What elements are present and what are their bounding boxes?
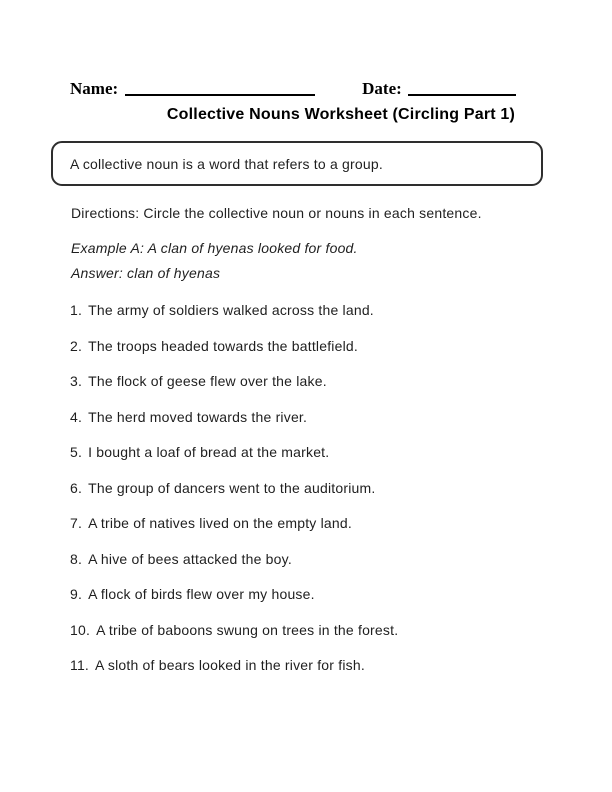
sentence-text: A sloth of bears looked in the river for fish.: [95, 657, 365, 673]
answer-line: Answer: clan of hyenas: [71, 265, 221, 281]
sentence-number: 7.: [70, 515, 83, 531]
date-blank-line: [408, 80, 516, 96]
sentence-text: The herd moved towards the river.: [88, 408, 308, 425]
sentence-row: [70, 336, 592, 372]
sentence-row: [70, 513, 592, 549]
sentence-number: 2.: [70, 337, 83, 354]
sentence-row: [70, 655, 592, 691]
sentence-number: 9.: [70, 586, 83, 602]
sentence-text: A flock of birds flew over my house.: [88, 586, 315, 602]
example-line: Example A: A clan of hyenas looked for food.: [71, 240, 358, 256]
sentence-text: The group of dancers went to the auditorium.: [88, 479, 376, 496]
sentence-row: [70, 584, 592, 620]
worksheet-title: Collective Nouns Worksheet (Circling Part 1): [166, 106, 516, 123]
sentence-number: 1.: [70, 302, 83, 318]
sentence-list: [70, 300, 592, 691]
date-label: Date:: [362, 79, 402, 98]
sentence-text: The army of soldiers walked across the land.: [88, 302, 374, 318]
name-label: Name:: [70, 79, 119, 98]
sentence-number: 5.: [70, 444, 83, 460]
sentence-row: [70, 478, 592, 514]
sentence-number: 10.: [70, 621, 91, 638]
sentence-number: 6.: [70, 479, 83, 496]
sentence-text: A tribe of baboons swung on trees in the forest.: [96, 621, 399, 638]
sentence-text: The troops headed towards the battlefield.: [88, 337, 358, 354]
sentence-text: The flock of geese flew over the lake.: [88, 373, 327, 389]
sentence-row: [70, 371, 592, 407]
name-blank-line: [125, 80, 315, 96]
name-date-row: [70, 78, 612, 99]
sentence-row: [70, 620, 592, 656]
definition-box: [51, 141, 543, 186]
sentence-text: I bought a loaf of bread at the market.: [88, 444, 330, 460]
directions-text: Directions: Circle the collective noun or nouns in each sentence.: [71, 205, 482, 221]
sentence-row: [70, 407, 592, 443]
sentence-number: 11.: [70, 657, 90, 673]
sentence-text: A hive of bees attacked the boy.: [88, 550, 292, 567]
definition-text: A collective noun is a word that refers to a group.: [70, 155, 383, 172]
sentence-row: [70, 549, 592, 585]
sentence-number: 3.: [70, 373, 83, 389]
sentence-text: A tribe of natives lived on the empty land.: [88, 515, 352, 531]
sentence-row: [70, 300, 592, 336]
sentence-row: [70, 442, 592, 478]
sentence-number: 4.: [70, 408, 83, 425]
sentence-number: 8.: [70, 550, 83, 567]
